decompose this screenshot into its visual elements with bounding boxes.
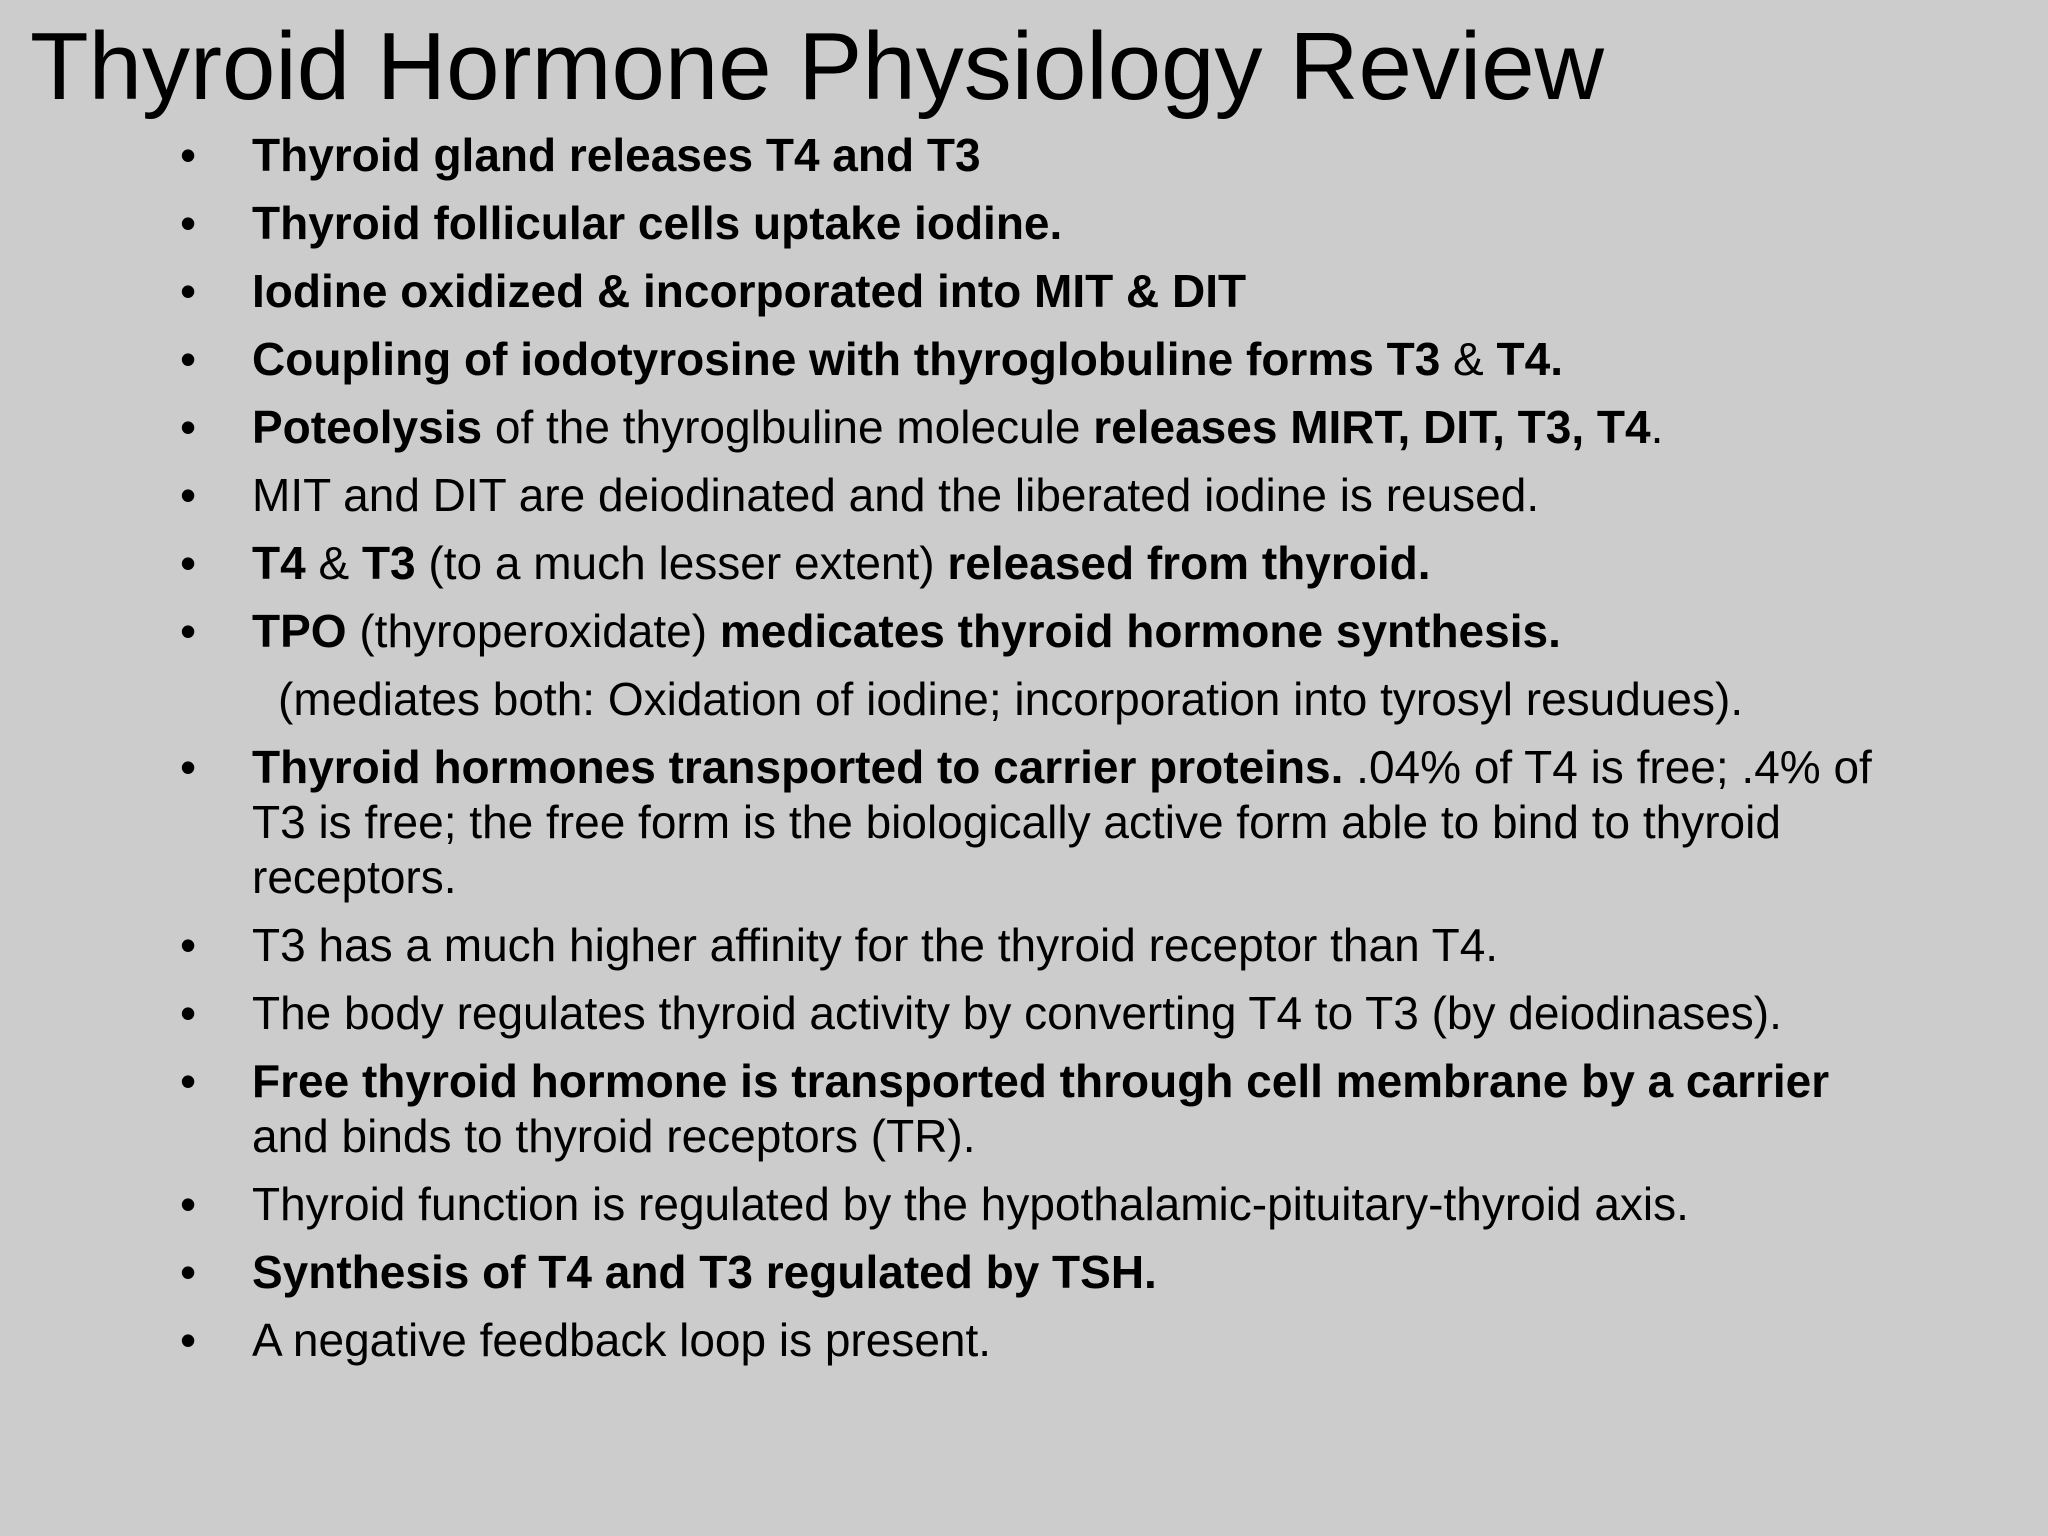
bullet-item [252, 332, 1872, 387]
bullet-bold-text: T3 [361, 537, 416, 589]
bullet-item [252, 740, 1872, 905]
bullet-text: & [1440, 333, 1497, 385]
bullet-text: The body regulates thyroid activity by converting T4 to T3 (by deiodinases). [252, 987, 1782, 1039]
bullet-text: (thyroperoxidate) [346, 605, 720, 657]
bullet-item [252, 1177, 1872, 1232]
bullet-bold-text: T4 [252, 537, 306, 589]
bullet-text: T3 has a much higher affinity for the thyroid receptor than T4. [252, 919, 1499, 971]
bullet-item [252, 1313, 1872, 1368]
sub-note-text: (mediates both: Oxidation of iodine; incorporation into tyrosyl resudues). [278, 673, 1744, 725]
bullet-item [252, 264, 1872, 319]
slide-title: Thyroid Hormone Physiology Review [30, 13, 1604, 120]
bullet-text: & [305, 537, 362, 589]
bullet-text: A negative feedback loop is present. [252, 1314, 992, 1366]
bullet-item [252, 468, 1872, 523]
bullet-bold-text: releases MIRT, DIT, T3, T4 [1093, 401, 1651, 453]
bullet-bold-text: Thyroid gland releases T4 and T3 [252, 129, 981, 181]
bullet-item [252, 986, 1872, 1041]
bullet-bold-text: Free thyroid hormone is transported through cell membrane by a carrier [252, 1055, 1830, 1107]
bullet-text: MIT and DIT are deiodinated and the liberated iodine is reused. [252, 469, 1540, 521]
bullet-text: and binds to thyroid receptors (TR). [252, 1110, 976, 1162]
bullet-bold-text: Iodine oxidized & incorporated into MIT & DIT [252, 265, 1247, 317]
bullet-bold-text: T4. [1496, 333, 1563, 385]
bullet-text: (to a much lesser extent) [415, 537, 948, 589]
bullet-bold-text: Thyroid follicular cells uptake iodine. [252, 197, 1063, 249]
bullet-item [252, 400, 1872, 455]
sub-note [278, 672, 1872, 727]
bullet-item [252, 536, 1872, 591]
bullet-bold-text: released from thyroid. [947, 537, 1431, 589]
bullet-bold-text: medicates thyroid hormone synthesis. [719, 605, 1561, 657]
bullet-item [252, 196, 1872, 251]
bullet-bold-text: Poteolysis [252, 401, 483, 453]
bullet-item [252, 918, 1872, 973]
bullet-bold-text: Thyroid hormones transported to carrier proteins. [252, 741, 1344, 793]
bullet-text: .04% of T4 is free; .4% of T3 is free; the free form is the biologically active form able to bind to thyroid receptors. [252, 741, 1872, 903]
bullet-text: Thyroid function is regulated by the hypothalamic-pituitary-thyroid axis. [252, 1178, 1689, 1230]
bullet-text: of the thyroglbuline molecule [482, 401, 1094, 453]
bullet-bold-text: Synthesis of T4 and T3 regulated by TSH. [252, 1246, 1157, 1298]
bullet-item [252, 128, 1872, 183]
bullet-list [252, 128, 1872, 1381]
bullet-bold-text: Coupling of iodotyrosine with thyroglobuline forms T3 [252, 333, 1441, 385]
bullet-item [252, 1054, 1872, 1164]
bullet-text: . [1650, 401, 1664, 453]
bullet-item [252, 604, 1872, 659]
bullet-item [252, 1245, 1872, 1300]
bullet-bold-text: TPO [252, 605, 347, 657]
